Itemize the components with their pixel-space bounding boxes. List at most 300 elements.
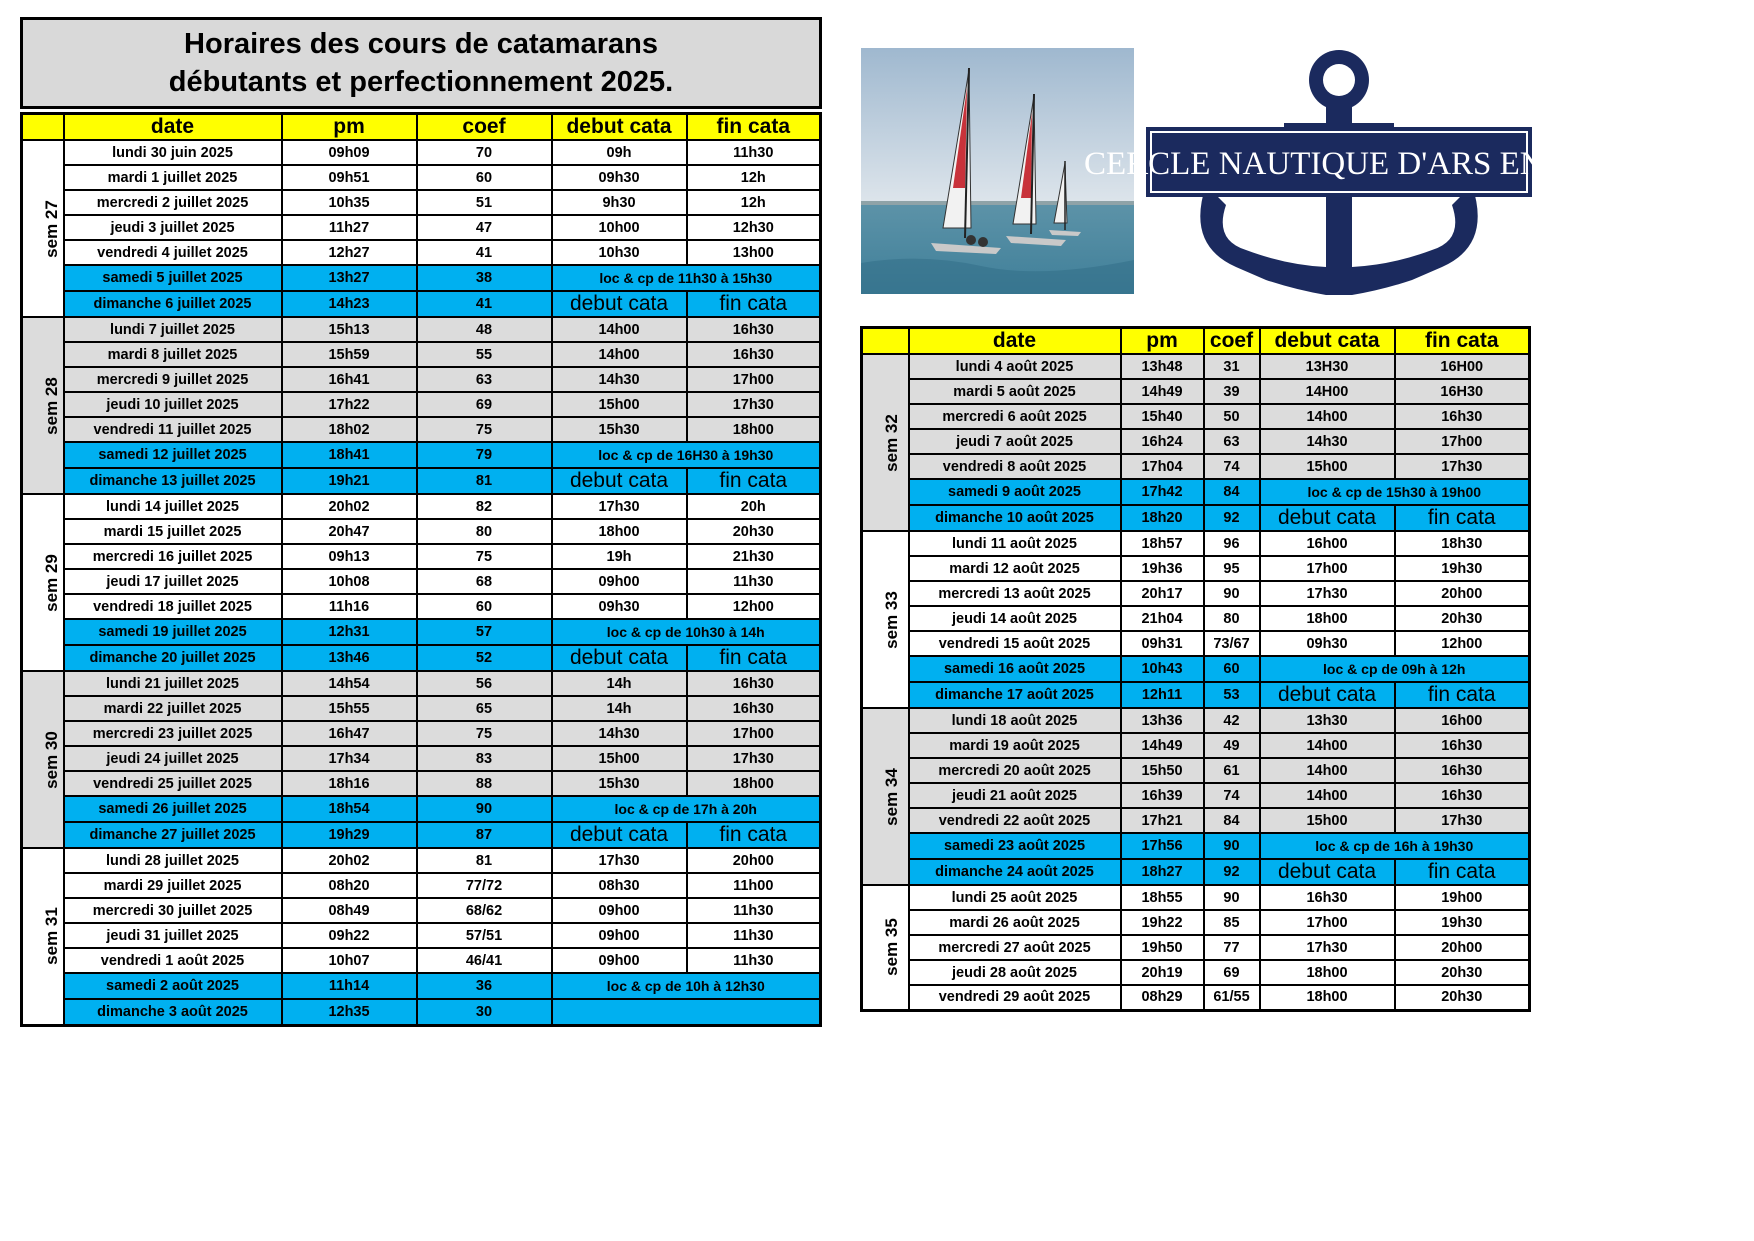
day-fin: 16H00 [1395,354,1530,379]
day-pm: 21h04 [1121,606,1204,631]
day-fin: 12h00 [1395,631,1530,656]
day-debut: 15h00 [1260,808,1395,833]
day-fin: 17h30 [687,746,821,771]
day-debut: 10h00 [552,215,687,240]
sat-coef: 38 [417,265,552,291]
sun-debut: debut cata [1260,859,1395,885]
day-debut: 17h30 [552,848,687,873]
day-fin: 19h00 [1395,885,1530,910]
day-pm: 15h59 [282,342,417,367]
sun-debut: debut cata [1260,682,1395,708]
sat-date: samedi 9 août 2025 [909,479,1121,505]
sat-date: samedi 23 août 2025 [909,833,1121,859]
day-coef: 42 [1204,708,1260,733]
day-date: lundi 4 août 2025 [909,354,1121,379]
day-date: jeudi 7 août 2025 [909,429,1121,454]
day-fin: 17h00 [687,721,821,746]
day-pm: 18h02 [282,417,417,442]
day-fin: 17h00 [1395,429,1530,454]
day-pm: 10h08 [282,569,417,594]
sun-pm: 19h21 [282,468,417,494]
day-date: jeudi 28 août 2025 [909,960,1121,985]
day-debut: 16h00 [1260,531,1395,556]
sun-debut: debut cata [552,822,687,848]
day-coef: 50 [1204,404,1260,429]
day-pm: 14h54 [282,671,417,696]
sun-coef: 92 [1204,505,1260,531]
day-coef: 61 [1204,758,1260,783]
week-label-cell [862,885,909,1010]
table-row [22,544,821,569]
day-date: mardi 26 août 2025 [909,910,1121,935]
header-debut: debut cata [1260,328,1395,355]
header-corner [862,328,909,355]
day-fin: 11h30 [687,948,821,973]
day-debut: 09h00 [552,948,687,973]
day-pm: 17h21 [1121,808,1204,833]
day-fin: 19h30 [1395,556,1530,581]
day-pm: 15h13 [282,317,417,342]
day-pm: 09h31 [1121,631,1204,656]
day-coef: 60 [417,165,552,190]
day-date: jeudi 14 août 2025 [909,606,1121,631]
day-debut: 14h00 [1260,733,1395,758]
table-row [862,631,1530,656]
day-fin: 12h30 [687,215,821,240]
day-pm: 09h13 [282,544,417,569]
day-fin: 16h30 [687,317,821,342]
sat-coef: 90 [417,796,552,822]
day-debut: 10h30 [552,240,687,265]
day-debut: 14h [552,696,687,721]
day-date: mercredi 13 août 2025 [909,581,1121,606]
day-date: mardi 1 juillet 2025 [64,165,282,190]
day-debut: 15h30 [552,417,687,442]
table-row [862,354,1530,379]
sun-empty [552,999,821,1025]
week-label: sem 31 [41,907,61,966]
day-coef: 61/55 [1204,985,1260,1010]
week-label-cell [862,708,909,885]
day-debut: 14h00 [1260,783,1395,808]
day-coef: 96 [1204,531,1260,556]
table-row [22,594,821,619]
day-pm: 16h24 [1121,429,1204,454]
day-pm: 08h49 [282,898,417,923]
sat-pm: 10h43 [1121,656,1204,682]
day-date: jeudi 21 août 2025 [909,783,1121,808]
table-row [862,910,1530,935]
sun-date: dimanche 24 août 2025 [909,859,1121,885]
sun-fin: fin cata [687,645,821,671]
day-debut: 15h00 [552,746,687,771]
saturday-row [22,265,821,291]
day-coef: 81 [417,848,552,873]
day-pm: 09h22 [282,923,417,948]
table-row [22,494,821,519]
day-coef: 74 [1204,454,1260,479]
day-debut: 09h30 [552,165,687,190]
week-label: sem 33 [881,590,901,649]
sun-debut: debut cata [552,291,687,317]
day-debut: 09h00 [552,569,687,594]
day-fin: 16h30 [1395,733,1530,758]
day-date: vendredi 11 juillet 2025 [64,417,282,442]
day-coef: 88 [417,771,552,796]
sun-coef: 81 [417,468,552,494]
day-fin: 16h00 [1395,708,1530,733]
day-coef: 56 [417,671,552,696]
day-fin: 16H30 [1395,379,1530,404]
day-date: mardi 12 août 2025 [909,556,1121,581]
sun-date: dimanche 17 août 2025 [909,682,1121,708]
day-date: lundi 14 juillet 2025 [64,494,282,519]
day-fin: 20h30 [1395,960,1530,985]
table-row [862,379,1530,404]
day-fin: 16h30 [687,342,821,367]
day-pm: 19h36 [1121,556,1204,581]
week-label: sem 35 [881,918,901,977]
table-row [22,519,821,544]
day-debut: 14H00 [1260,379,1395,404]
table-header-row [22,114,821,141]
day-fin: 20h00 [1395,935,1530,960]
day-debut: 17h30 [1260,581,1395,606]
sat-coef: 57 [417,619,552,645]
day-coef: 46/41 [417,948,552,973]
sat-date: samedi 26 juillet 2025 [64,796,282,822]
table-row [22,848,821,873]
sat-date: samedi 16 août 2025 [909,656,1121,682]
table-row [22,240,821,265]
day-pm: 16h47 [282,721,417,746]
club-logo [1083,45,1595,295]
day-debut: 09h30 [1260,631,1395,656]
table-row [862,733,1530,758]
logo-text: CERCLE NAUTIQUE D'ARS EN RE [1083,146,1595,182]
day-date: mardi 19 août 2025 [909,733,1121,758]
sun-debut: debut cata [552,468,687,494]
schedule-table-july [20,112,822,1027]
day-coef: 60 [417,594,552,619]
sun-debut: debut cata [552,645,687,671]
day-coef: 82 [417,494,552,519]
sun-date: dimanche 6 juillet 2025 [64,291,282,317]
day-date: mardi 29 juillet 2025 [64,873,282,898]
sun-coef: 52 [417,645,552,671]
header-fin: fin cata [1395,328,1530,355]
week-label-cell [22,140,64,317]
day-date: lundi 28 juillet 2025 [64,848,282,873]
day-coef: 80 [1204,606,1260,631]
table-row [22,696,821,721]
day-date: mercredi 6 août 2025 [909,404,1121,429]
day-pm: 14h49 [1121,379,1204,404]
sat-loc: loc & cp de 09h à 12h [1260,656,1530,682]
day-fin: 11h30 [687,569,821,594]
saturday-row [862,479,1530,505]
week-label: sem 34 [881,767,901,826]
day-pm: 18h57 [1121,531,1204,556]
day-fin: 20h00 [1395,581,1530,606]
table-row [862,808,1530,833]
sun-pm: 13h46 [282,645,417,671]
header-pm: pm [282,114,417,141]
day-coef: 63 [417,367,552,392]
day-date: vendredi 4 juillet 2025 [64,240,282,265]
sat-loc: loc & cp de 17h à 20h [552,796,821,822]
day-date: lundi 30 juin 2025 [64,140,282,165]
day-coef: 73/67 [1204,631,1260,656]
sunday-row [22,468,821,494]
day-coef: 41 [417,240,552,265]
day-date: mardi 15 juillet 2025 [64,519,282,544]
table-row [22,746,821,771]
day-coef: 31 [1204,354,1260,379]
sat-date: samedi 19 juillet 2025 [64,619,282,645]
table-row [862,404,1530,429]
day-fin: 11h00 [687,873,821,898]
day-date: vendredi 18 juillet 2025 [64,594,282,619]
sun-coef: 53 [1204,682,1260,708]
day-pm: 15h40 [1121,404,1204,429]
day-pm: 13h36 [1121,708,1204,733]
table-row [22,671,821,696]
day-date: jeudi 24 juillet 2025 [64,746,282,771]
sat-pm: 11h14 [282,973,417,999]
day-coef: 75 [417,417,552,442]
day-date: jeudi 31 juillet 2025 [64,923,282,948]
day-pm: 11h16 [282,594,417,619]
day-debut: 16h30 [1260,885,1395,910]
day-date: vendredi 25 juillet 2025 [64,771,282,796]
title-line-2: débutants et perfectionnement 2025. [168,66,674,98]
sat-pm: 12h31 [282,619,417,645]
day-debut: 09h [552,140,687,165]
day-debut: 18h00 [1260,960,1395,985]
day-fin: 18h00 [687,417,821,442]
day-debut: 09h30 [552,594,687,619]
day-debut: 14h [552,671,687,696]
sun-fin: fin cata [1395,682,1530,708]
sun-pm: 12h35 [282,999,417,1025]
table-row [862,708,1530,733]
saturday-row [862,833,1530,859]
day-pm: 17h22 [282,392,417,417]
day-pm: 18h55 [1121,885,1204,910]
day-pm: 12h27 [282,240,417,265]
day-date: mercredi 2 juillet 2025 [64,190,282,215]
day-fin: 12h [687,190,821,215]
sun-pm: 12h11 [1121,682,1204,708]
day-pm: 09h51 [282,165,417,190]
table-row [862,935,1530,960]
day-fin: 20h30 [1395,985,1530,1010]
day-fin: 16h30 [1395,758,1530,783]
sunday-row [862,505,1530,531]
day-pm: 11h27 [282,215,417,240]
day-debut: 15h30 [552,771,687,796]
saturday-row [862,656,1530,682]
saturday-row [22,619,821,645]
day-debut: 17h30 [1260,935,1395,960]
day-coef: 63 [1204,429,1260,454]
sat-loc: loc & cp de 16h à 19h30 [1260,833,1530,859]
day-coef: 80 [417,519,552,544]
day-pm: 14h49 [1121,733,1204,758]
sun-coef: 41 [417,291,552,317]
day-pm: 09h09 [282,140,417,165]
day-pm: 15h50 [1121,758,1204,783]
table-row [22,948,821,973]
sat-loc: loc & cp de 11h30 à 15h30 [552,265,821,291]
day-coef: 51 [417,190,552,215]
day-debut: 14h30 [552,367,687,392]
table-row [862,454,1530,479]
sat-pm: 13h27 [282,265,417,291]
day-debut: 14h00 [552,317,687,342]
day-date: lundi 25 août 2025 [909,885,1121,910]
day-date: lundi 11 août 2025 [909,531,1121,556]
table-row [862,429,1530,454]
day-date: mercredi 23 juillet 2025 [64,721,282,746]
sat-coef: 36 [417,973,552,999]
week-label: sem 30 [41,730,61,789]
day-date: mardi 8 juillet 2025 [64,342,282,367]
page-title [20,17,822,109]
day-debut: 13H30 [1260,354,1395,379]
table-row [22,569,821,594]
day-fin: 16h30 [1395,404,1530,429]
table-row [22,898,821,923]
schedule-table-august [860,326,1531,1012]
table-row [862,783,1530,808]
table-row [22,140,821,165]
header-date: date [64,114,282,141]
table-row [862,581,1530,606]
day-coef: 90 [1204,581,1260,606]
day-date: mardi 5 août 2025 [909,379,1121,404]
table-header-row [862,328,1530,355]
day-coef: 68/62 [417,898,552,923]
table-row [22,873,821,898]
day-debut: 09h00 [552,923,687,948]
day-date: lundi 21 juillet 2025 [64,671,282,696]
header-fin: fin cata [687,114,821,141]
sun-pm: 14h23 [282,291,417,317]
sun-coef: 30 [417,999,552,1025]
day-debut: 17h00 [1260,910,1395,935]
sunday-row [862,859,1530,885]
table-row [862,606,1530,631]
day-fin: 12h [687,165,821,190]
day-pm: 08h20 [282,873,417,898]
week-label-cell [22,671,64,848]
day-debut: 17h00 [1260,556,1395,581]
sat-coef: 79 [417,442,552,468]
sun-coef: 92 [1204,859,1260,885]
sun-pm: 18h20 [1121,505,1204,531]
table-row [22,190,821,215]
sunday-row [22,822,821,848]
day-debut: 18h00 [552,519,687,544]
day-fin: 16h30 [1395,783,1530,808]
day-fin: 20h30 [1395,606,1530,631]
day-date: vendredi 22 août 2025 [909,808,1121,833]
day-pm: 19h50 [1121,935,1204,960]
sat-date: samedi 5 juillet 2025 [64,265,282,291]
week-label: sem 32 [881,413,901,472]
day-fin: 20h00 [687,848,821,873]
day-pm: 13h48 [1121,354,1204,379]
day-coef: 75 [417,544,552,569]
table-row [22,771,821,796]
day-fin: 16h30 [687,671,821,696]
table-row [862,960,1530,985]
header-debut: debut cata [552,114,687,141]
week-label: sem 28 [41,376,61,435]
day-pm: 18h16 [282,771,417,796]
day-date: jeudi 3 juillet 2025 [64,215,282,240]
day-debut: 09h00 [552,898,687,923]
table-row [22,367,821,392]
sat-pm: 17h56 [1121,833,1204,859]
table-row [22,342,821,367]
table-row [22,215,821,240]
table-row [22,317,821,342]
day-fin: 18h00 [687,771,821,796]
sunday-row [862,682,1530,708]
sun-fin: fin cata [687,822,821,848]
table-row [22,417,821,442]
week-label-cell [22,494,64,671]
day-coef: 83 [417,746,552,771]
day-coef: 69 [1204,960,1260,985]
header-pm: pm [1121,328,1204,355]
day-coef: 75 [417,721,552,746]
day-date: jeudi 17 juillet 2025 [64,569,282,594]
sunday-row [22,999,821,1025]
sun-date: dimanche 3 août 2025 [64,999,282,1025]
sun-debut: debut cata [1260,505,1395,531]
day-fin: 16h30 [687,696,821,721]
day-coef: 90 [1204,885,1260,910]
table-row [862,531,1530,556]
saturday-row [22,796,821,822]
day-debut: 14h00 [1260,404,1395,429]
day-date: vendredi 15 août 2025 [909,631,1121,656]
day-debut: 17h30 [552,494,687,519]
day-pm: 17h34 [282,746,417,771]
table-row [862,985,1530,1010]
sun-date: dimanche 20 juillet 2025 [64,645,282,671]
table-row [22,923,821,948]
sun-fin: fin cata [1395,505,1530,531]
week-label-cell [862,354,909,531]
table-row [862,556,1530,581]
day-coef: 69 [417,392,552,417]
day-pm: 16h39 [1121,783,1204,808]
saturday-row [22,973,821,999]
sun-date: dimanche 13 juillet 2025 [64,468,282,494]
header-coef: coef [1204,328,1260,355]
day-date: mercredi 20 août 2025 [909,758,1121,783]
day-date: lundi 18 août 2025 [909,708,1121,733]
day-coef: 77/72 [417,873,552,898]
sun-date: dimanche 10 août 2025 [909,505,1121,531]
sat-loc: loc & cp de 10h30 à 14h [552,619,821,645]
sat-coef: 60 [1204,656,1260,682]
